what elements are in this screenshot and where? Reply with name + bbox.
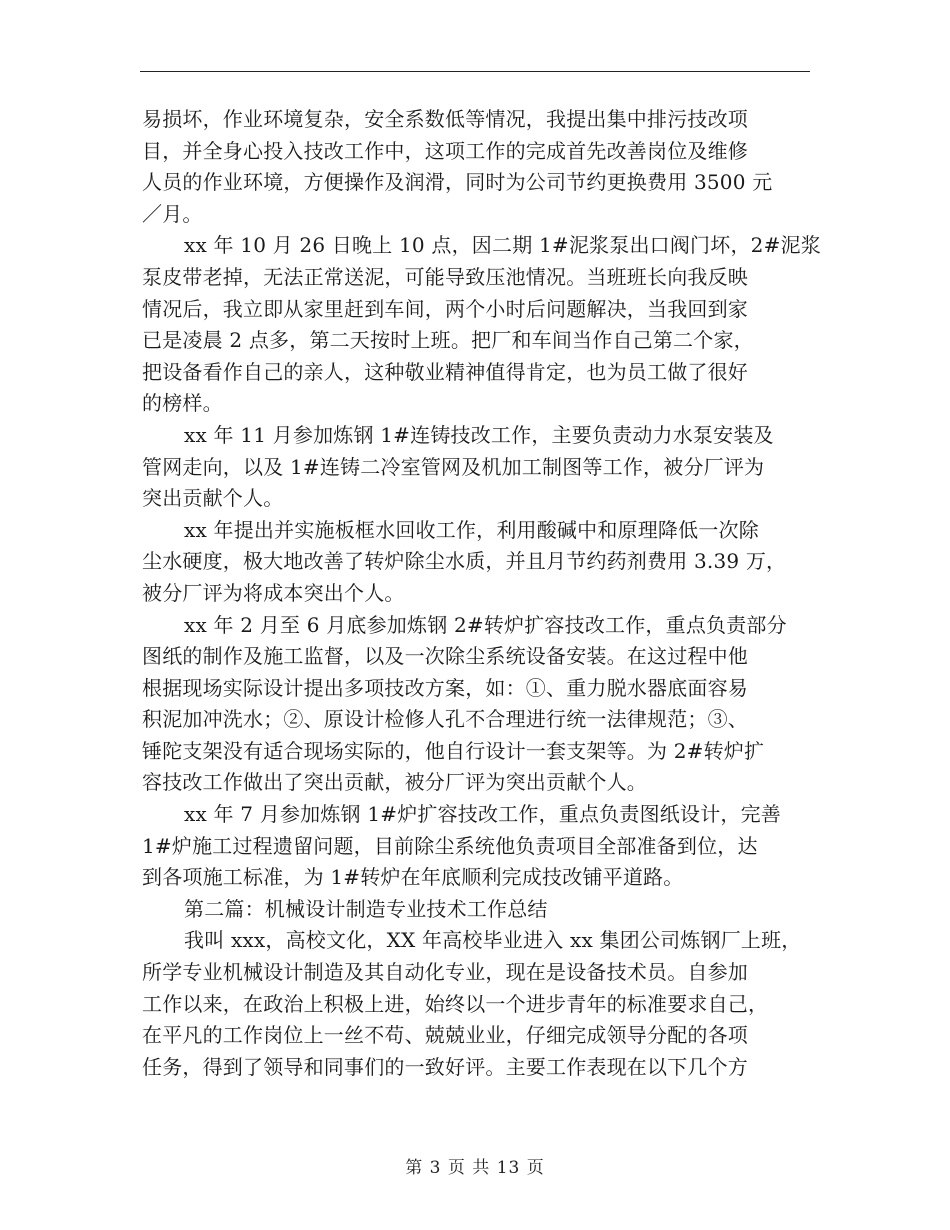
body-line: 情况后，我立即从家里赶到车间，两个小时后问题解决，当我回到家 bbox=[142, 296, 748, 321]
body-line: 所学专业机械设计制造及其自动化专业，现在是设备技术员。自参加 bbox=[142, 960, 748, 985]
body-line: 尘水硬度，极大地改善了转炉除尘水质，并且月节约药剂费用 3.39 万， bbox=[142, 549, 787, 574]
body-line: 到各项施工标准，为 1#转炉在年底顺利完成技改铺平道路。 bbox=[142, 865, 684, 890]
body-line: xx 年 11 月参加炼钢 1#连铸技改工作，主要负责动力水泵安装及 bbox=[184, 422, 774, 447]
body-line: 我叫 xxx，高校文化，XX 年高校毕业进入 xx 集团公司炼钢厂上班， bbox=[184, 928, 802, 953]
body-line: xx 年 2 月至 6 月底参加炼钢 2#转炉扩容技改工作，重点负责部分 bbox=[184, 612, 787, 637]
body-line: 泵皮带老掉，无法正常送泥，可能导致压池情况。当班班长向我反映 bbox=[142, 264, 748, 289]
body-line: 图纸的制作及施工监督，以及一次除尘系统设备安装。在这过程中他 bbox=[142, 644, 748, 669]
body-line: 目，并全身心投入技改工作中，这项工作的完成首先改善岗位及维修 bbox=[142, 138, 748, 163]
body-line: 锤陀支架没有适合现场实际的，他自行设计一套支架等。为 2#转炉扩 bbox=[142, 738, 765, 763]
body-line: 把设备看作自己的亲人，这种敬业精神值得肯定，也为员工做了很好 bbox=[142, 359, 748, 384]
page-number-footer: 第 3 页 共 13 页 bbox=[405, 1158, 545, 1178]
body-line: xx 年 7 月参加炼钢 1#炉扩容技改工作，重点负责图纸设计，完善 bbox=[184, 802, 781, 827]
document-body bbox=[142, 104, 821, 1083]
body-line: 在平凡的工作岗位上一丝不苟、兢兢业业，仔细完成领导分配的各项 bbox=[142, 1023, 748, 1048]
body-line: ／月。 bbox=[142, 201, 203, 226]
body-line: 1#炉施工过程遗留问题，目前除尘系统他负责项目全部准备到位，达 bbox=[142, 833, 758, 858]
body-line: 积泥加冲洗水；②、原设计检修人孔不合理进行统一法律规范；③、 bbox=[142, 707, 748, 732]
body-line: 人员的作业环境，方便操作及润滑，同时为公司节约更换费用 3500 元 bbox=[142, 170, 773, 195]
body-line: 易损坏，作业环境复杂，安全系数低等情况，我提出集中排污技改项 bbox=[142, 107, 748, 131]
body-line: 已是凌晨 2 点多，第二天按时上班。把厂和车间当作自己第二个家， bbox=[142, 328, 754, 353]
body-line: 管网走向，以及 1#连铸二冷室管网及机加工制图等工作，被分厂评为 bbox=[142, 454, 765, 479]
body-line: 任务，得到了领导和同事们的一致好评。主要工作表现在以下几个方 bbox=[142, 1054, 748, 1079]
body-line: 根据现场实际设计提出多项技改方案，如：①、重力脱水器底面容易 bbox=[142, 675, 748, 700]
body-line: xx 年提出并实施板框水回收工作，利用酸碱中和原理降低一次除 bbox=[184, 517, 759, 542]
section-heading: 第二篇：机械设计制造专业技术工作总结 bbox=[184, 896, 548, 921]
body-line: 的榜样。 bbox=[142, 391, 223, 416]
body-line: 工作以来，在政治上积极上进，始终以一个进步青年的标准要求自己， bbox=[142, 991, 769, 1016]
body-line: xx 年 10 月 26 日晚上 10 点，因二期 1#泥浆泵出口阀门坏，2#泥浆 bbox=[184, 233, 821, 258]
body-line: 突出贡献个人。 bbox=[142, 486, 284, 511]
body-line: 被分厂评为将成本突出个人。 bbox=[142, 580, 405, 605]
body-line: 容技改工作做出了突出贡献，被分厂评为突出贡献个人。 bbox=[142, 770, 647, 795]
header-rule bbox=[140, 71, 810, 72]
